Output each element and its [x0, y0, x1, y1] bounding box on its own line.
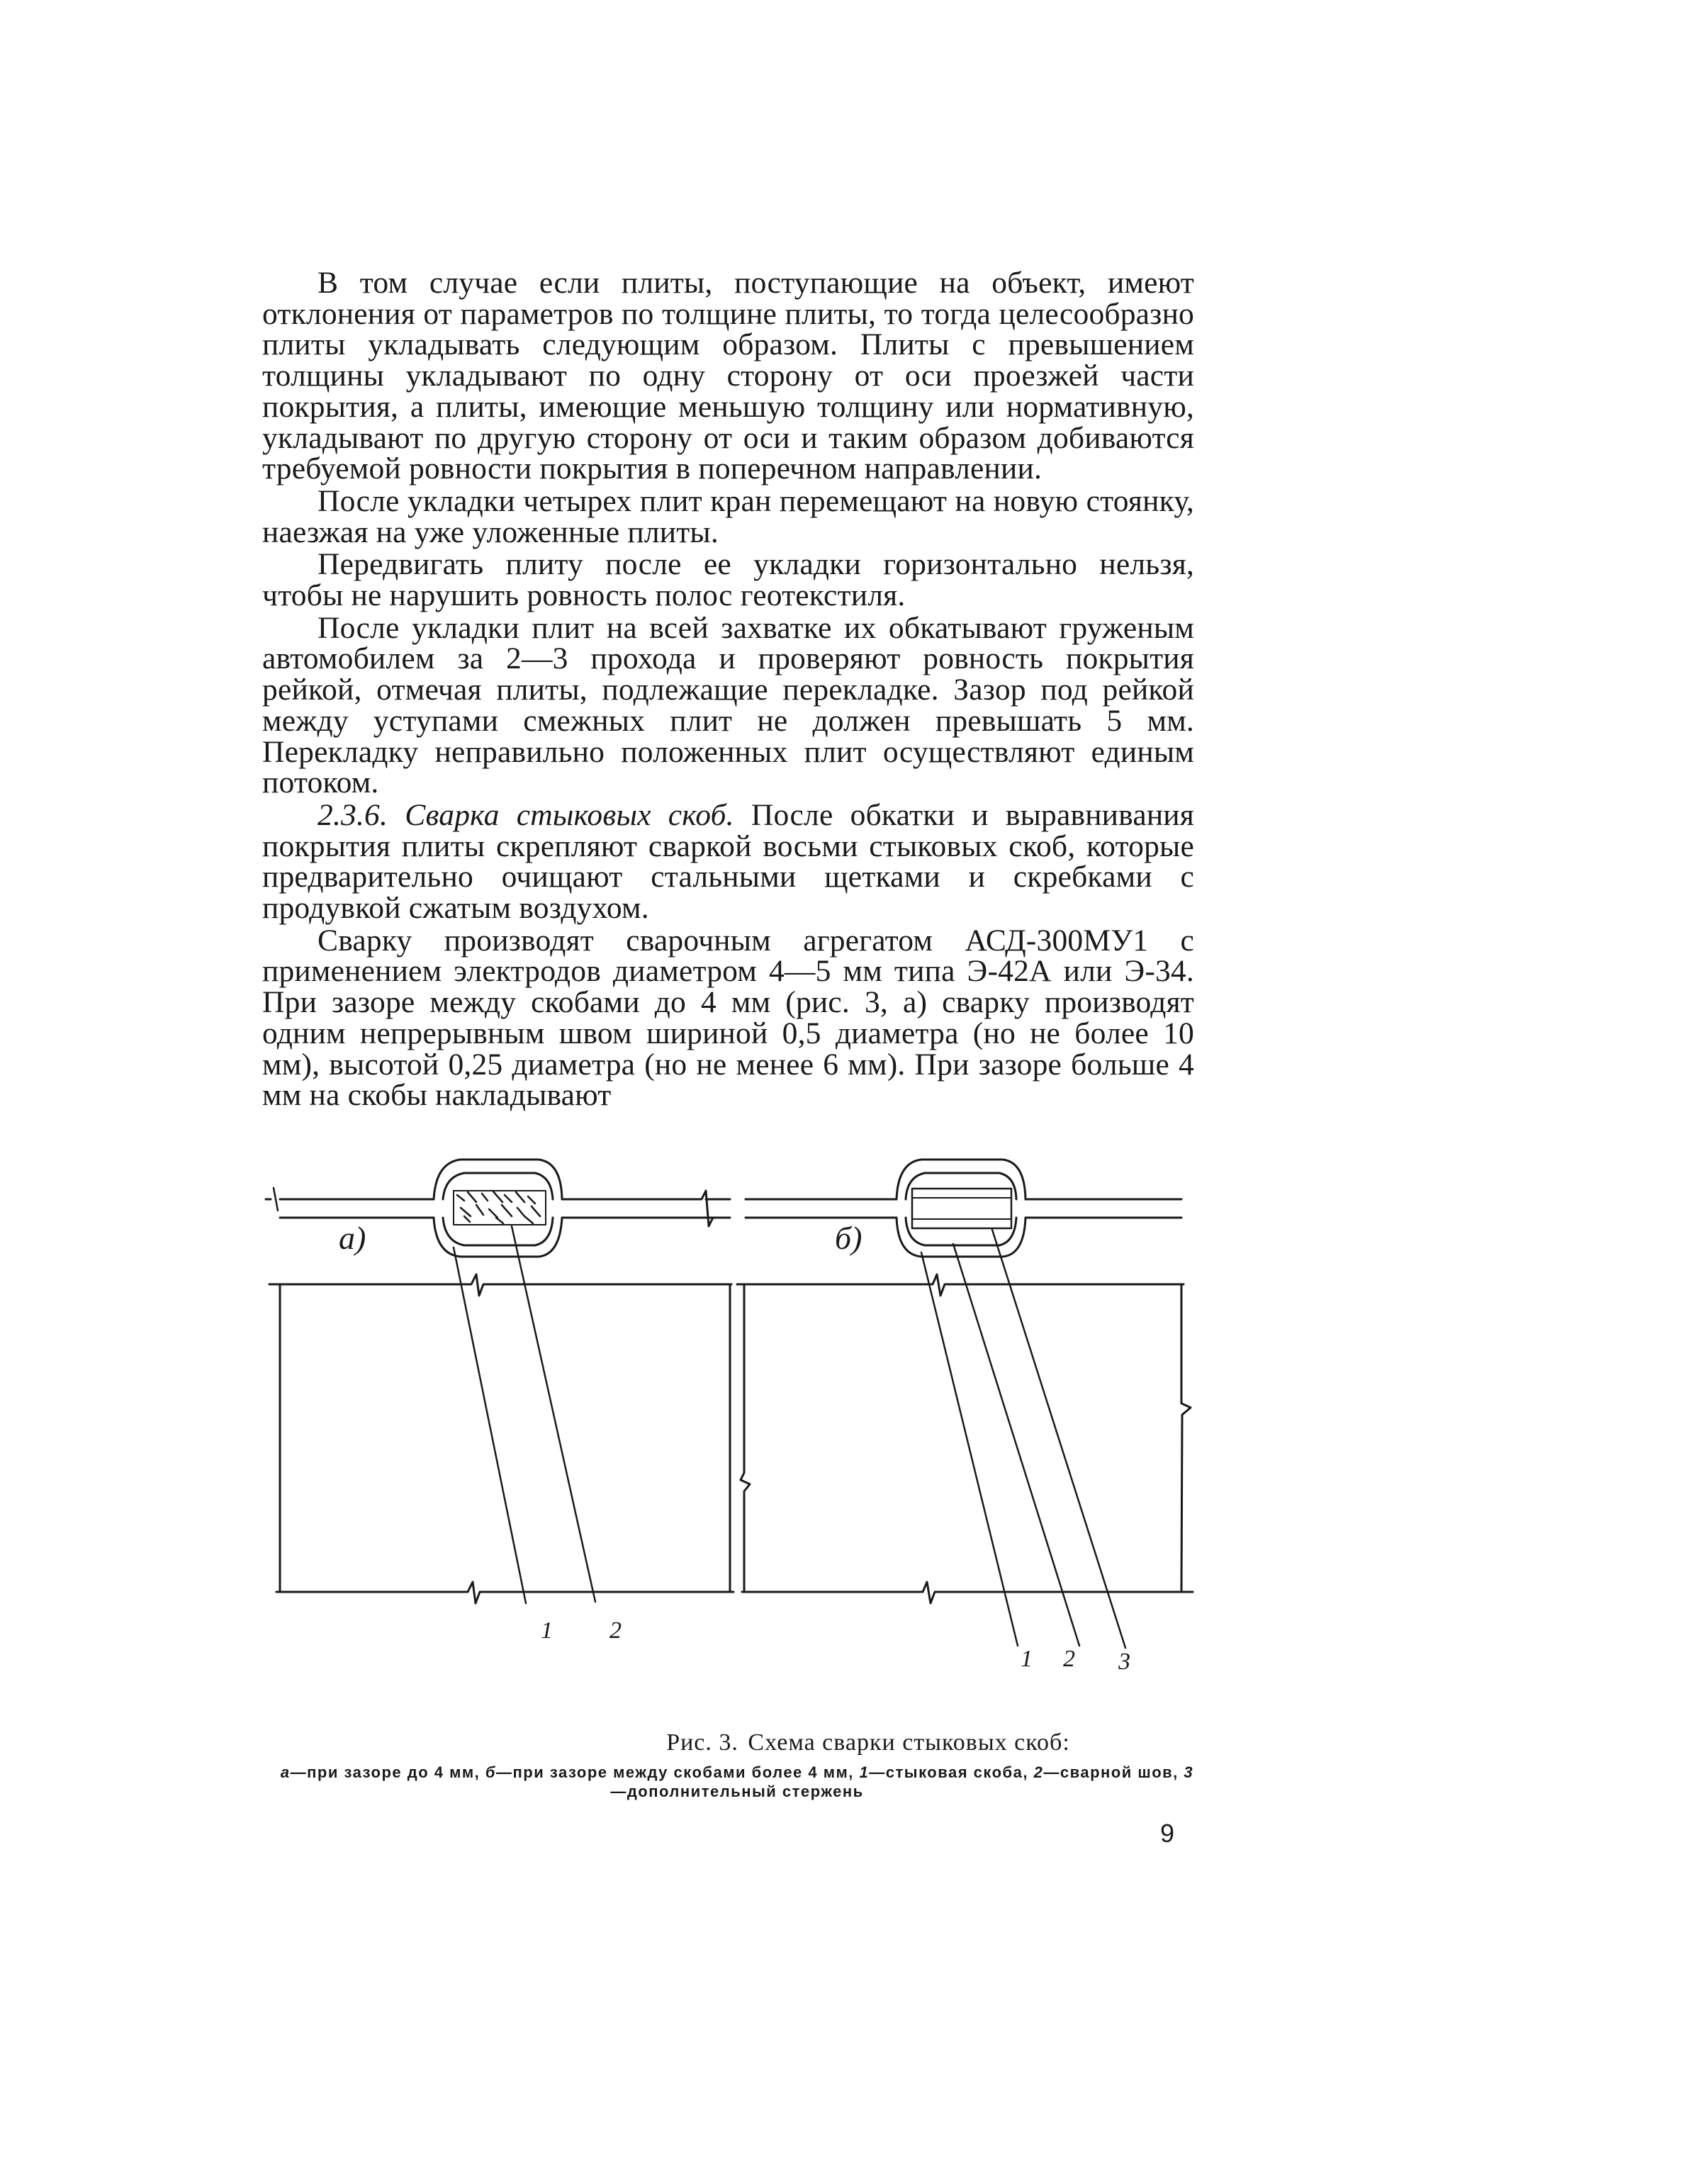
caption-key: 1: [859, 1763, 870, 1781]
body-text: [262, 268, 1194, 1111]
subfigure-label-b: б): [835, 1220, 863, 1256]
callout-b-2: 2: [1063, 1646, 1075, 1672]
caption-key: а: [280, 1763, 291, 1781]
paragraph: После укладки четырех плит кран перемещают на новую стоянку, наезжая на уже уложенные плиты.: [262, 483, 1194, 549]
subfigure-label-a: а): [339, 1220, 366, 1256]
caption-key: 2: [1033, 1763, 1044, 1781]
figure-number: Рис. 3.: [666, 1729, 738, 1756]
caption-item: —при зазоре между скобами более 4 мм,: [496, 1763, 860, 1781]
paragraph: Передвигать плиту после ее укладки горизонтально нельзя, чтобы не нарушить ровность полос геотекстиля.: [262, 547, 1194, 613]
callout-b-1: 1: [1021, 1646, 1033, 1672]
figure-title: Схема сварки стыковых скоб:: [748, 1729, 1070, 1756]
caption-item: —при зазоре до 4 мм,: [290, 1763, 485, 1781]
section-heading: 2.3.6. Сварка стыковых скоб.: [318, 797, 734, 832]
caption-item: —стыковая скоба,: [869, 1763, 1034, 1781]
diagram-a: [266, 1160, 734, 1603]
page-number: 9: [1160, 1819, 1175, 1848]
caption-key: б: [485, 1763, 496, 1781]
caption-item: —дополнительный стержень: [610, 1783, 864, 1800]
diagram-b: [737, 1160, 1193, 1648]
caption-item: —сварной шов,: [1043, 1763, 1184, 1781]
callout-a-1: 1: [541, 1617, 553, 1644]
figure-caption-key: [276, 1763, 1198, 1801]
figure-caption-title: [0, 1729, 1708, 1756]
callout-a-2: 2: [609, 1617, 622, 1644]
caption-key: 3: [1184, 1763, 1194, 1781]
paragraph: В том случае если плиты, поступающие на объект, имеют отклонения от параметров по толщине плиты, то тогда целесообразно плиты укладывать следующим образом. Плиты с превышением толщины укладывают по одну сторону от оси проезжей части покрытия, а плиты, имеющие меньшую толщину или нормативную, укладывают по другую сторону от оси и таким образом добиваются требуемой ровности покрытия в поперечном направлении.: [262, 266, 1194, 486]
callout-b-3: 3: [1118, 1649, 1130, 1675]
paragraph: После укладки плит на всей захватке их обкатывают груженым автомобилем за 2—3 прохода и проверяют ровность покрытия рейкой, отмечая плиты, подлежащие перекладке. Зазор под рейкой между уступами смежных плит не должен превышать 5 мм. Перекладку неправильно положенных плит осуществляют единым потоком.: [262, 610, 1194, 800]
paragraph-text: После обкатки и выравнивания покрытия плиты скрепляют сваркой восьми стыковых скоб, которые предварительно очищают стальными щетками и скребками с продувкой сжатым воздухом.: [262, 797, 1194, 926]
paragraph-section-2-3-6: [262, 797, 1194, 926]
paragraph: Сварку производят сварочным агрегатом АСД-300МУ1 с применением электродов диаметром 4—5 мм типа Э-42А или Э-34. При зазоре между скобами до 4 мм (рис. 3, а) сварку производят одним непрерывным швом шириной 0,5 диаметра (но не более 10 мм), высотой 0,25 диаметра (но не менее 6 мм). При зазоре больше 4 мм на скобы накладывают: [262, 923, 1194, 1113]
